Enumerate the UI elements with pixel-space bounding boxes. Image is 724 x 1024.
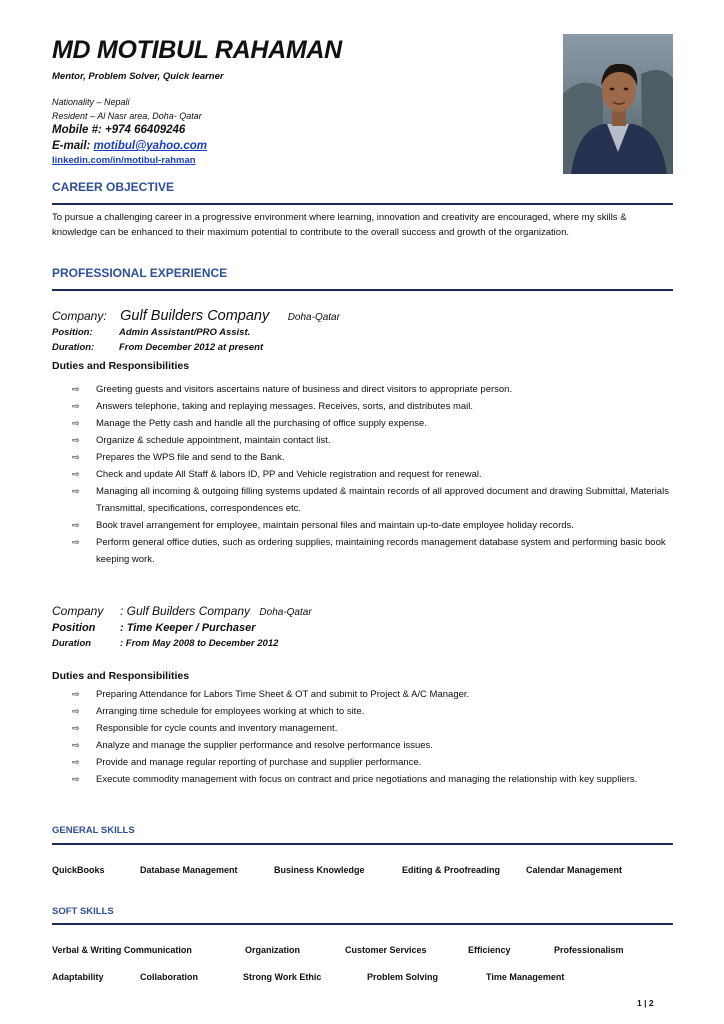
duty-text: Prepares the WPS file and send to the Bank. xyxy=(96,452,285,463)
duty-text: Analyze and manage the supplier performance and resolve performance issues. xyxy=(96,740,433,751)
arrow-bullet-icon: ⇨ xyxy=(72,418,80,428)
duty-item xyxy=(72,703,672,720)
duty-item xyxy=(72,754,672,771)
duty-text: Provide and manage regular reporting of purchase and supplier performance. xyxy=(96,757,422,768)
arrow-bullet-icon: ⇨ xyxy=(72,401,80,411)
skill-item: Calendar Management xyxy=(526,865,623,875)
arrow-bullet-icon: ⇨ xyxy=(72,486,80,496)
arrow-bullet-icon: ⇨ xyxy=(72,520,80,530)
job2-duration-label: Duration xyxy=(52,638,92,649)
skill-item: Strong Work Ethic xyxy=(243,972,322,982)
job1-duties-title: Duties and Responsibilities xyxy=(52,360,190,372)
job1-position-label: Position: xyxy=(52,327,93,338)
linkedin-link[interactable]: linkedin.com/in/motibul-rahman xyxy=(52,155,196,166)
duty-item xyxy=(72,483,672,517)
profile-photo xyxy=(563,34,673,174)
duty-text: Perform general office duties, such as ordering supplies, maintaining records management database system and performing basic book keeping work. xyxy=(96,537,666,565)
duty-text: Manage the Petty cash and handle all the purchasing of office supply expense. xyxy=(96,418,427,429)
skill-item: Professionalism xyxy=(554,945,624,955)
duty-text: Managing all incoming & outgoing filling systems updated & maintain records of all approved document and drawing Submittal, Materials Transmittal, specifications, correspondences etc. xyxy=(96,486,669,514)
duty-text: Answers telephone, taking and replaying messages. Receives, sorts, and distributes mail. xyxy=(96,401,474,412)
duty-item xyxy=(72,737,672,754)
skill-item: Customer Services xyxy=(345,945,427,955)
job1-duration-row xyxy=(52,342,263,353)
job2-duration-row xyxy=(52,638,278,649)
duty-text: Greeting guests and visitors ascertains nature of business and direct visitors to appropriate person. xyxy=(96,384,513,395)
duty-item xyxy=(72,415,672,432)
arrow-bullet-icon: ⇨ xyxy=(72,740,80,750)
arrow-bullet-icon: ⇨ xyxy=(72,774,80,784)
nationality: Nationality – Nepali xyxy=(52,97,130,107)
job2-position-label: Position xyxy=(52,622,96,634)
skill-item: Database Management xyxy=(140,865,238,875)
job2-duties-title: Duties and Responsibilities xyxy=(52,670,190,682)
mobile-number: Mobile #: +974 66409246 xyxy=(52,124,186,136)
skill-item: Business Knowledge xyxy=(274,865,365,875)
duty-text: Organize & schedule appointment, maintain contact list. xyxy=(96,435,331,446)
job2-position-row xyxy=(52,622,256,634)
arrow-bullet-icon: ⇨ xyxy=(72,757,80,767)
job1-duration: From December 2012 at present xyxy=(119,342,264,353)
candidate-name: MD MOTIBUL RAHAMAN xyxy=(52,36,342,64)
job1-position-row xyxy=(52,327,250,338)
duty-text: Responsible for cycle counts and inventory management. xyxy=(96,723,338,734)
job2-company: : Gulf Builders Company xyxy=(120,604,251,618)
residence: Resident – Al Nasr area, Doha- Qatar xyxy=(52,111,202,121)
job1-company-label: Company: xyxy=(52,309,107,323)
duty-text: Arranging time schedule for employees working at which to site. xyxy=(96,706,365,717)
skill-item: Efficiency xyxy=(468,945,511,955)
section-divider xyxy=(52,289,673,291)
skill-item: Adaptability xyxy=(52,972,104,982)
email-line xyxy=(52,140,207,152)
skill-item: Organization xyxy=(245,945,301,955)
job2-location: Doha-Qatar xyxy=(259,607,312,618)
skill-item: Problem Solving xyxy=(367,972,439,982)
duty-item xyxy=(72,771,672,788)
duty-item xyxy=(72,381,672,398)
job1-position: Admin Assistant/PRO Assist. xyxy=(119,327,251,338)
job1-duration-label: Duration: xyxy=(52,342,95,353)
duty-item xyxy=(72,686,672,703)
arrow-bullet-icon: ⇨ xyxy=(72,723,80,733)
general-skills-title: GENERAL SKILLS xyxy=(52,825,135,836)
section-divider xyxy=(52,203,673,205)
arrow-bullet-icon: ⇨ xyxy=(72,469,80,479)
job2-company-row xyxy=(52,604,312,618)
duty-text: Execute commodity management with focus on contract and price negotiations and managing the relationship with key suppliers. xyxy=(96,774,638,785)
job2-duration: : From May 2008 to December 2012 xyxy=(120,638,279,649)
skill-item: Time Management xyxy=(486,972,565,982)
email-label: E-mail: xyxy=(52,140,94,152)
job1-company-row xyxy=(52,307,340,325)
arrow-bullet-icon: ⇨ xyxy=(72,384,80,394)
career-objective-title: CAREER OBJECTIVE xyxy=(52,180,175,194)
job1-duties-list xyxy=(72,381,672,568)
duty-item xyxy=(72,720,672,737)
email-link[interactable]: motibul@yahoo.com xyxy=(93,140,207,152)
duty-text: Book travel arrangement for employee, maintain personal files and maintain up-to-date employee holiday records. xyxy=(96,520,574,531)
tagline: Mentor, Problem Solver, Quick learner xyxy=(52,71,224,82)
soft-skills-title: SOFT SKILLS xyxy=(52,906,114,917)
skill-item: Editing & Proofreading xyxy=(402,865,500,875)
arrow-bullet-icon: ⇨ xyxy=(72,537,80,547)
job2-position: : Time Keeper / Purchaser xyxy=(120,622,256,634)
job1-company: Gulf Builders Company xyxy=(120,308,270,324)
skill-item: Collaboration xyxy=(140,972,198,982)
arrow-bullet-icon: ⇨ xyxy=(72,435,80,445)
arrow-bullet-icon: ⇨ xyxy=(72,706,80,716)
duty-item xyxy=(72,534,672,568)
job1-location: Doha-Qatar xyxy=(287,312,340,323)
job2-duties-list xyxy=(72,686,672,788)
duty-item xyxy=(72,398,672,415)
skill-item: QuickBooks xyxy=(52,865,105,875)
duty-item xyxy=(72,517,672,534)
section-divider xyxy=(52,843,673,845)
page-number: 1 | 2 xyxy=(637,998,654,1008)
arrow-bullet-icon: ⇨ xyxy=(72,689,80,699)
duty-item xyxy=(72,432,672,449)
career-objective-text: To pursue a challenging career in a progressive environment where learning, innovation and creativity are encouraged, where my skills & knowledge can be enhanced to their maximum potential to contribute to the overall success and growth of the organization. xyxy=(52,212,627,238)
duty-item xyxy=(72,449,672,466)
duty-text: Preparing Attendance for Labors Time Sheet & OT and submit to Project & A/C Manager. xyxy=(96,689,470,700)
duty-item xyxy=(72,466,672,483)
arrow-bullet-icon: ⇨ xyxy=(72,452,80,462)
section-divider xyxy=(52,923,673,925)
job2-company-label: Company xyxy=(52,604,104,618)
skill-item: Verbal & Writing Communication xyxy=(52,945,192,955)
professional-experience-title: PROFESSIONAL EXPERIENCE xyxy=(52,266,228,280)
duty-text: Check and update All Staff & labors ID, PP and Vehicle registration and request for renewal. xyxy=(96,469,482,480)
